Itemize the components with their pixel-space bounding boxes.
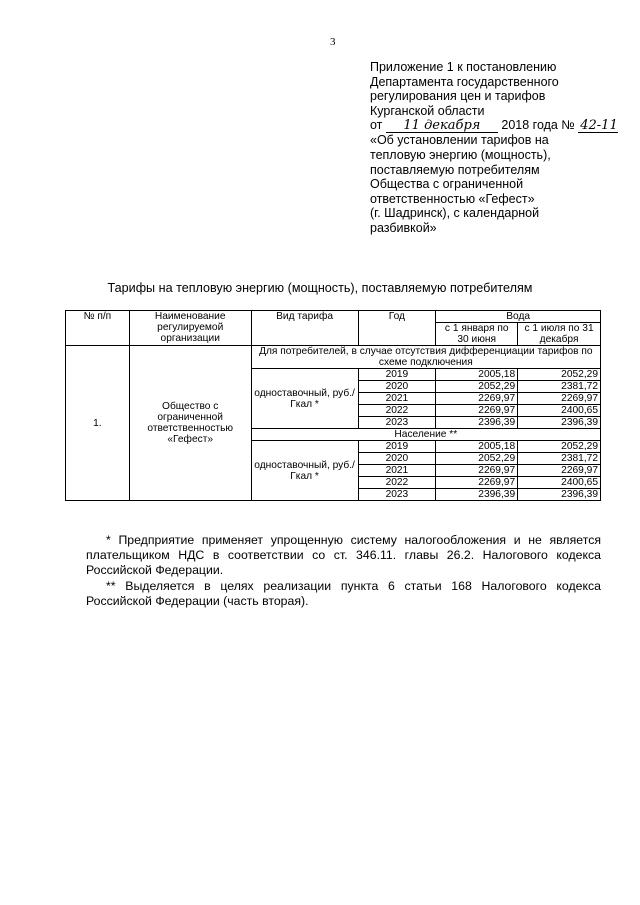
h1-value: 2005,18 [436, 441, 518, 453]
year-cell: 2020 [358, 381, 436, 393]
h1-value: 2269,97 [436, 477, 518, 489]
header-year: Год [358, 311, 436, 346]
scan-speck: · [213, 496, 216, 505]
row-number: 1. [66, 346, 130, 501]
appendix-line: Департамента государственного [370, 74, 559, 89]
year-cell: 2020 [358, 453, 436, 465]
tariff-type-cell: одноставочный, руб./Гкал * [251, 369, 358, 429]
h2-value: 2400,65 [518, 405, 601, 417]
section2-label: Население ** [251, 429, 600, 441]
appendix-date-line [370, 118, 618, 134]
section1-label-row [66, 346, 601, 369]
header-period1: с 1 января по 30 июня [436, 323, 518, 346]
h2-value: 2269,97 [518, 465, 601, 477]
header-tariff-type: Вид тарифа [251, 311, 358, 346]
date-year: 2018 года № [501, 118, 575, 133]
organization-name: Общество с ограниченной ответственностью «Гефест» [129, 346, 251, 501]
h1-value: 2269,97 [436, 465, 518, 477]
header-org: Наименование регулируемой организации [129, 311, 251, 346]
appendix-subject-line: «Об установлении тарифов на [370, 133, 549, 148]
h2-value: 2381,72 [518, 381, 601, 393]
section1-label: Для потребителей, в случае отсутствия дифференциации тарифов по схеме подключения [251, 346, 600, 369]
year-cell: 2023 [358, 417, 436, 429]
appendix-subject-line: разбивкой» [370, 220, 437, 235]
h1-value: 2396,39 [436, 417, 518, 429]
handwritten-number: 42-11 [580, 118, 618, 134]
page-number: 3 [330, 36, 336, 48]
year-cell: 2022 [358, 477, 436, 489]
year-cell: 2023 [358, 489, 436, 501]
appendix-line: Приложение 1 к постановлению [370, 60, 557, 74]
year-cell: 2021 [358, 465, 436, 477]
h2-value: 2052,29 [518, 441, 601, 453]
h1-value: 2052,29 [436, 381, 518, 393]
tariff-table [65, 310, 601, 501]
h2-value: 2396,39 [518, 489, 601, 501]
h1-value: 2269,97 [436, 405, 518, 417]
appendix-subject-line: тепловую энергию (мощность), [370, 147, 551, 162]
h2-value: 2052,29 [518, 369, 601, 381]
h2-value: 2269,97 [518, 393, 601, 405]
appendix-line: регулирования цен и тарифов [370, 89, 546, 104]
date-prefix: от [370, 118, 383, 133]
header-num: № п/п [66, 311, 130, 346]
appendix-subject-line: Общества с ограниченной [370, 177, 524, 192]
h2-value: 2400,65 [518, 477, 601, 489]
h2-value: 2396,39 [518, 417, 601, 429]
document-title: Тарифы на тепловую энергию (мощность), поставляемую потребителям [107, 281, 533, 295]
appendix-header [370, 60, 618, 236]
h1-value: 2396,39 [436, 489, 518, 501]
handwritten-date: 11 декабря [386, 120, 498, 133]
appendix-subject-line: поставляемую потребителям [370, 162, 540, 177]
table-header-row [66, 311, 601, 323]
footnote-2: ** Выделяется в целях реализации пункта 6 статьи 168 Налогового кодекса Российской Федерации (часть вторая). [86, 579, 601, 609]
appendix-subject-line: (г. Шадринск), с календарной [370, 206, 540, 221]
header-period2: с 1 июля по 31 декабря [518, 323, 601, 346]
year-cell: 2021 [358, 393, 436, 405]
appendix-line: Курганской области [370, 103, 485, 118]
tariff-type-cell: одноставочный, руб./Гкал * [251, 441, 358, 501]
appendix-subject-line: ответственностью «Гефест» [370, 191, 535, 206]
h1-value: 2269,97 [436, 393, 518, 405]
year-cell: 2022 [358, 405, 436, 417]
footnote-1: * Предприятие применяет упрощенную систему налогообложения и не является плательщиком НДС в соответствии со ст. 346.11. главы 26.2. Налогового кодекса Российской Федерации. [86, 533, 601, 578]
header-water: Вода [436, 311, 601, 323]
h2-value: 2381,72 [518, 453, 601, 465]
year-cell: 2019 [358, 441, 436, 453]
h1-value: 2052,29 [436, 453, 518, 465]
year-cell: 2019 [358, 369, 436, 381]
h1-value: 2005,18 [436, 369, 518, 381]
